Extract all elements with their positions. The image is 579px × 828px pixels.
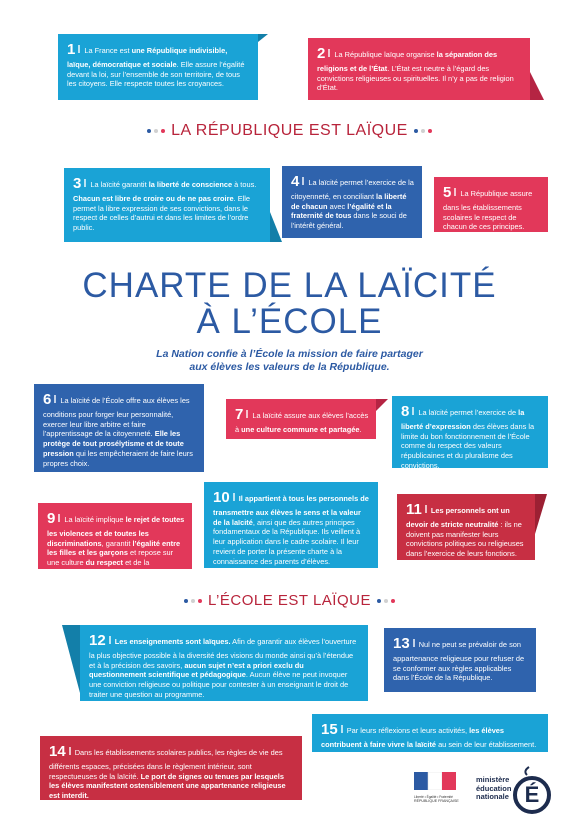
republique-francaise-logo	[414, 772, 459, 808]
article-text: La laïcité implique le rejet de toutes les violences et de toutes les discriminations, garantit l’égalité entre les filles et les garçons et repose sur une culture du respect et de la compréhension de l’autre.	[47, 515, 185, 577]
article-card-14	[40, 736, 302, 800]
flag-dots-right	[413, 121, 434, 141]
article-number: 4	[291, 173, 300, 190]
article-text: Dans les établissements scolaires publics, les règles de vie des différents espaces, précisées dans le règlement intérieur, sont respectueuses de la laïcité. Le port de signes ou tenues par lesquels les élèves manifestent ostensiblement une appartenance religieuse est interdit.	[49, 748, 286, 801]
card-flap-decoration	[62, 625, 80, 693]
logo-letter: É	[524, 782, 540, 807]
article-text: La République assure dans les établissements scolaires le respect de chacun de ces principes.	[443, 189, 533, 232]
article-text: La laïcité garantit la liberté de conscience à tous. Chacun est libre de croire ou de ne pas croire. Elle permet la libre expression de ses convictions, dans le respect de celles d’autrui et dans les limites de l’ordre public.	[73, 180, 257, 233]
article-number: 6	[43, 391, 52, 408]
article-number: 5	[443, 184, 452, 201]
article-text: Les enseignements sont laïques. Afin de garantir aux élèves l’ouverture la plus objective possible à la diversité des visions du monde ainsi qu’à l’étendue et à la précision des savoirs, aucun sujet n’est a priori exclu du questionnement scientifique et pédagogique. Aucun élève ne peut invoquer une conviction religieuse ou politique pour contester à un enseignant le droit de traiter une question au programme.	[89, 637, 357, 699]
flag-dots-left	[145, 121, 166, 141]
article-text: La République laïque organise la séparation des religions et de l’État. L’État est neutre à l’égard des convictions religieuses ou spirituelles. Il n’y a pas de religion d’État.	[317, 50, 514, 93]
article-card-12	[80, 625, 368, 701]
article-number: 13	[393, 635, 410, 652]
article-text: Les personnels ont un devoir de stricte neutralité : ils ne doivent pas manifester leurs convictions politiques ou religieuses dans l’exercice de leurs fonctions.	[406, 506, 524, 559]
article-card-3	[64, 168, 270, 242]
article-number: 10	[213, 489, 230, 506]
article-card-6	[34, 384, 204, 472]
article-number: 14	[49, 743, 66, 760]
article-card-2	[308, 38, 530, 100]
article-card-15	[312, 714, 548, 752]
subtitle: La Nation confie à l’École la mission de faire partager aux élèves les valeurs de la République.	[156, 348, 423, 373]
article-card-10	[204, 482, 378, 568]
article-card-1	[58, 34, 258, 100]
article-text: Il appartient à tous les personnels de transmettre aux élèves le sens et la valeur de la laïcité, ainsi que des autres principes fondamentaux de la République. Ils veillent à leur application dans le cadre scolaire. Il leur revient de porter la présente charte à la connaissance des parents d’élèves.	[213, 494, 369, 566]
ministry-logo	[511, 765, 553, 815]
article-text: Nul ne peut se prévaloir de son appartenance religieuse pour refuser de se conformer aux règles applicables dans l’École de la République.	[393, 640, 525, 683]
article-number: 2	[317, 45, 326, 62]
article-number: 15	[321, 721, 338, 738]
card-flap-decoration	[535, 494, 547, 534]
card-flap-decoration	[258, 34, 268, 42]
article-text: La laïcité permet l’exercice de la citoyenneté, en conciliant la liberté de chacun avec l’égalité et la fraternité de tous dans le souci de l’intérêt général.	[291, 178, 414, 231]
section-title-republique: LA RÉPUBLIQUE EST LAÏQUE	[0, 121, 579, 141]
motto-text: Liberté • Égalité • Fraternité	[414, 795, 453, 799]
article-card-11	[397, 494, 535, 560]
article-number: 7	[235, 406, 244, 423]
article-text: La France est une République indivisible, laïque, démocratique et sociale. Elle assure l’égalité devant la loi, sur l’ensemble de son territoire, de tous les citoyens. Elle respecte toutes les croyances.	[67, 46, 245, 89]
article-number: 3	[73, 175, 82, 192]
article-text: La laïcité assure aux élèves l’accès à une culture commune et partagée.	[235, 411, 369, 434]
article-number: 1	[67, 41, 76, 58]
flag-dots-right	[376, 592, 397, 610]
article-number: 9	[47, 510, 56, 527]
flag-dots-left	[182, 592, 203, 610]
article-text: La laïcité permet l’exercice de la liberté d’expression des élèves dans la limite du bon fonctionnement de l’École comme du respect des valeurs républicaines et du pluralisme des convictions.	[401, 408, 535, 470]
article-number: 8	[401, 403, 410, 420]
republique-text: RÉPUBLIQUE FRANÇAISE	[414, 799, 459, 803]
article-card-9	[38, 503, 192, 577]
article-number: 11	[406, 501, 422, 518]
article-card-5	[434, 177, 548, 232]
article-card-7	[226, 399, 376, 439]
article-number: 12	[89, 632, 106, 649]
section-title-ecole: L’ÉCOLE EST LAÏQUE	[0, 592, 579, 610]
article-text: Par leurs réflexions et leurs activités, les élèves contribuent à faire vivre la laïcité au sein de leur établissement.	[321, 726, 537, 749]
article-text: La laïcité de l’École offre aux élèves les conditions pour forger leur personnalité, exercer leur libre arbitre et faire l’apprentissage de la citoyenneté. Elle les protège de tout prosélytisme et de toute pression qui les empêcheraient de faire leurs propres choix.	[43, 396, 193, 468]
main-title: CHARTE DE LA LAÏCITÉ À L’ÉCOLE	[82, 266, 497, 341]
card-flap-decoration	[270, 212, 282, 242]
article-card-4	[282, 166, 422, 238]
card-flap-decoration	[530, 72, 544, 100]
article-card-8	[392, 396, 548, 468]
marianne-icon	[414, 772, 456, 790]
ministry-name: ministère éducation nationale	[476, 775, 512, 801]
article-card-13	[384, 628, 536, 692]
card-flap-decoration	[376, 399, 388, 411]
